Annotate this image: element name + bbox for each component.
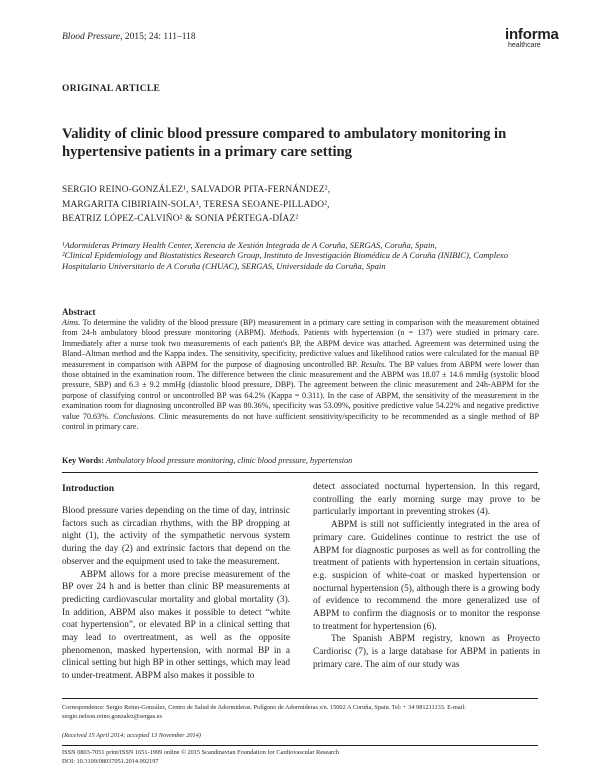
affiliation-1: ¹Adormideras Primary Health Center, Xerencia de Xestión Integrada de A Coruña, SERGAS, Coruña, Spain,	[62, 240, 437, 250]
paragraph: ABPM allows for a more precise measurement of the BP over 24 h and is better than clinic BP measurements at predicting cardiovascular mortality and global mortality (3). In addition, ABPM also makes it possible to detect “white coat hypertension”, or elevated BP in a clinical setting that may lead to overtreatment, as well as the opposite phenomenon, masked hypertension, with normal BP in a clinical setting but high BP in other settings, which may lead to under-treatment. ABPM also makes it possible to	[62, 569, 290, 682]
aims-label: Aims.	[62, 318, 81, 327]
publisher-logo	[505, 27, 559, 50]
journal-citation	[62, 32, 196, 42]
author-line: MARGARITA CIBIRIAIN-SOLA¹, TERESA SEOANE-PILLADO²,	[62, 199, 330, 210]
logo-subtitle: healthcare	[508, 42, 541, 49]
journal-volume: 2015; 24: 111–118	[122, 32, 196, 42]
methods-label: Methods.	[269, 328, 300, 338]
received-dates: (Received 15 April 2014; accepted 13 November 2014)	[62, 732, 201, 739]
body-column-right	[313, 481, 540, 672]
abstract-heading: Abstract	[62, 307, 96, 317]
aims-text: To determine the validity of the blood pressure (BP) measurement in a primary care setting in comparison with the measurement obtained from 24-h ambulatory blood pressure monitoring (ABPM).	[62, 318, 539, 338]
logo-word: informa	[505, 26, 559, 43]
divider	[62, 472, 538, 473]
issn-line: ISSN 0803-7051 print/ISSN 1651-1999 online © 2015 Scandinavian Foundation for Cardiovascular Research	[62, 749, 340, 756]
results-text: The BP values from ABPM were lower than those obtained in the examination room. The difference between the clinic measurement and the ABPM was 18.07 ± 14.6 mmHg (systolic blood pressure, SBP) and 6.3 ± 9.2 mmHg (diastolic blood pressure, DBP). The agreement between the clinic measurement and 24h-ABPM for the purpose of classifying control or uncontrolled BP was 64.2% (Kappa = 0.311). In the case of ABPM, the sensitivity of the measurement in the examination room for diagnosing uncontrolled BP was 80.36%, specificity was 53.09%, positive predictive value 54.22% and negative predictive value 70.63%.	[62, 359, 539, 421]
article-title: Validity of clinic blood pressure compared to ambulatory monitoring in hypertensive patients in a primary care setting	[62, 126, 507, 160]
paragraph: ABPM is still not sufficiently integrated in the area of primary care. Guidelines continue to restrict the use of ABPM for diagnostic purposes as well as for controlling the treatment of patients with hypertension in certain situations, e.g. suspicion of white-coat or masked hypertension or nocturnal hypertension (5), although there is a growing body of evidence to recommend the more generalized use of ABPM to confirm the diagnosis or to monitor the response to treatment for hypertension (6).	[313, 520, 540, 632]
author-line: BEATRIZ LÓPEZ-CALVIÑO² & SONIA PÉRTEGA-DÍAZ²	[62, 214, 299, 225]
keywords	[62, 456, 542, 465]
publication-info	[62, 749, 542, 766]
keywords-label: Key Words:	[62, 456, 104, 465]
divider	[62, 698, 538, 699]
affiliation-2: ²Clinical Epidemiology and Biostatistics Research Group, Instituto de Investigación Biomédica de A Coruña (INIBIC), Complexo Hospitalario Universitario de A Coruña (CHUAC), SERGAS, Universidade da Coruña, Spain	[62, 250, 509, 271]
correspondence: Correspondence: Sergio Reino-González, Centro de Salud de Adormideras. Polígono de Adormideras s/n. 15002 A Coruña, Spain. Tel: + 34 981211133. E-mail: sergio.nelson.reino.gonzalez@sergas.es	[62, 704, 466, 721]
results-label: Results.	[360, 359, 387, 369]
journal-name: Blood Pressure,	[62, 32, 123, 42]
keywords-text: Ambulatory blood pressure monitoring, clinic blood pressure, hypertension	[103, 456, 353, 465]
paragraph: The Spanish ABPM registry, known as Proyecto Cardiorisc (7), is a large database for ABPM in patients in primary care. The aim of our study was	[313, 634, 540, 670]
body-column-left	[62, 505, 290, 683]
doi-line: DOI: 10.3109/08037051.2014.992197	[62, 757, 159, 765]
conclusions-text: Clinic measurements do not have sufficient sensitivity/specificity to be recommended as a single method of BP control in primary care.	[62, 411, 539, 432]
article-type: ORIGINAL ARTICLE	[62, 84, 161, 94]
abstract-body	[62, 318, 539, 432]
affiliations	[62, 240, 552, 271]
divider	[62, 745, 538, 746]
conclusions-label: Conclusions.	[113, 411, 156, 421]
paragraph: detect associated nocturnal hypertension. In this regard, controlling the early morning surge may prove to be particularly important in preventing strokes (4).	[313, 482, 540, 518]
paragraph: Blood pressure varies depending on the time of day, intrinsic factors such as circadian rhythms, with the BP dropping at night (1), the activity of the sympathetic nervous system during the day (2) and extrinsic factors that depend on the observer and the equipment used to take the measurement.	[62, 506, 290, 567]
author-list	[62, 183, 542, 227]
introduction-heading: Introduction	[62, 483, 115, 494]
methods-text: Patients with hypertension (n = 137) were studied in primary care. Immediately after a nurse took two measurements of each patient's BP, the ABPM device was attached. Agreement was determined using the Bland–Altman method and the Kappa index. The sensitivity, specificity, predictive values and likelihood ratios were calculated for the manual BP measurement in comparison with ABPM for the purpose of diagnosing uncontrolled BP.	[62, 328, 540, 369]
author-line: SERGIO REINO-GONZÁLEZ¹, SALVADOR PITA-FERNÁNDEZ²,	[62, 185, 331, 195]
